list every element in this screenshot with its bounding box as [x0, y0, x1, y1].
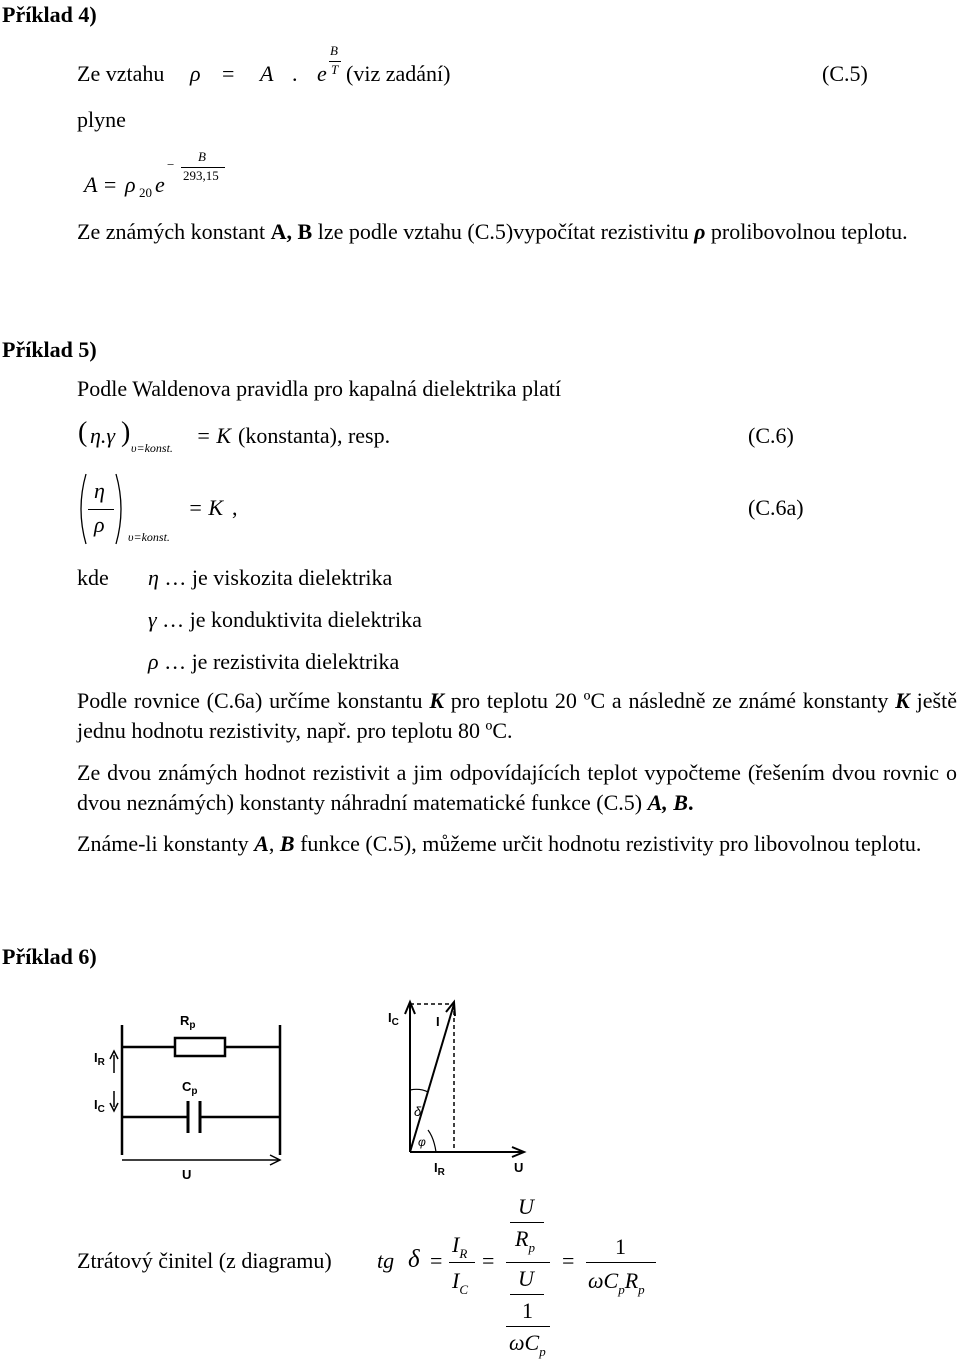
ex4-text-mid: lze podle vztahu (C.5)vypočítat rezistivitu — [312, 219, 695, 244]
frac2-num-u: U — [518, 1194, 534, 1219]
equation-ref-c5: (C.5) — [822, 61, 868, 86]
plyne-text: plyne — [77, 107, 126, 132]
def-eta-symbol: η — [148, 565, 159, 590]
eq1-konstanta-text: (konstanta), resp. — [238, 423, 391, 448]
frac3-den-r: R — [624, 1268, 639, 1293]
frac3-den-omegac: ωC — [588, 1268, 619, 1293]
p1-k1: K — [429, 688, 444, 713]
frac2-num-r: R — [515, 1226, 529, 1251]
def-rho-symbol: ρ — [148, 649, 159, 674]
eq2-denominator-rho: ρ — [94, 512, 105, 537]
constant-a: A — [260, 61, 274, 86]
circuit-label-u: U — [182, 1167, 192, 1182]
def-gamma-text: … je konduktivita dielektrika — [162, 607, 422, 632]
p3-a: A — [254, 831, 269, 856]
ex4-text-ab: A, B — [270, 219, 313, 244]
circuit-label-ic: $I_C$ — [94, 1097, 105, 1115]
eq2-numerator-eta: η — [94, 478, 105, 503]
frac3-num: 1 — [615, 1234, 626, 1259]
eta-gamma-product: η.γ — [90, 423, 116, 448]
example-5-heading: Příklad 5) — [2, 337, 97, 362]
equals-sign: = — [222, 61, 235, 86]
frac2-main-bar — [506, 1262, 550, 1263]
frac2-den-one: 1 — [522, 1298, 533, 1323]
ze-vztahu-text: Ze vztahu — [77, 61, 165, 86]
p2-ab: A, B — [647, 789, 688, 815]
phasor-label-i: I — [436, 1014, 440, 1029]
rho20-symbol: ρ — [125, 172, 136, 197]
example-4-heading: Příklad 4) — [2, 2, 97, 27]
eq-3: = — [562, 1248, 575, 1273]
frac1-num-i: I — [452, 1232, 460, 1257]
frac1-num-sub: R — [459, 1246, 468, 1261]
def-rho-text: … je rezistivita dielektrika — [164, 649, 400, 674]
ex4-text-rho: ρ — [694, 219, 706, 244]
ex4-text-pre: Ze známých konstant — [77, 219, 271, 244]
eq-2: = — [482, 1248, 495, 1273]
exp-denominator-293: 293,15 — [183, 168, 219, 183]
p3-b: B — [279, 831, 295, 856]
def-eta-text: … je viskozita dielektrika — [164, 565, 393, 590]
phasor-label-delta: δ — [414, 1104, 422, 1119]
eq2-subscript: υ=konst. — [128, 530, 170, 544]
circuit-label-cp: $C_p$ — [182, 1079, 198, 1097]
rho-symbol: ρ — [190, 61, 201, 86]
ex4-paragraph — [77, 218, 955, 247]
phasor-label-u: U — [514, 1160, 524, 1175]
kde-label: kde — [77, 565, 109, 590]
frac2-den-u: U — [518, 1266, 534, 1291]
eq2-comma: , — [232, 495, 238, 520]
dot-operator: . — [292, 61, 298, 86]
phasor-label-ir: $I_R$ — [434, 1160, 445, 1178]
exp-numerator-b2: B — [198, 149, 206, 164]
ex5-paragraph-3: Známe-li konstanty A, B funkce (C.5), můžeme určit hodnotu rezistivity pro libovolnou teplotu. — [77, 831, 922, 856]
circuit-diagram — [80, 1005, 330, 1185]
eq-1: = — [430, 1248, 443, 1273]
def-gamma-symbol: γ — [148, 607, 157, 632]
waldenova-intro: Podle Waldenova pravidla pro kapalná dielektrika platí — [77, 376, 562, 401]
frac1-bar — [449, 1262, 475, 1263]
eq2-rhs-k: = K — [188, 495, 224, 520]
ztratovy-label: Ztrátový činitel (z diagramu) — [77, 1248, 332, 1273]
equation-ref-c6: (C.6) — [748, 423, 794, 448]
ex4-text-post: prolibovolnou teplotu. — [705, 219, 908, 244]
frac2-den-omegac: ωC — [509, 1330, 540, 1355]
circuit-label-ir: $I_R$ — [94, 1050, 105, 1068]
tg-text: tg — [377, 1248, 395, 1273]
exp-e2: e — [155, 172, 165, 197]
frac3-bar — [586, 1262, 656, 1263]
equation-ref-c6a: (C.6a) — [748, 495, 804, 520]
exp-numerator-b: B — [330, 43, 338, 58]
ex5-paragraph-1: Podle rovnice (C.6a) určíme konstantu K pro teplotu 20 ºC a následně ze známé konstanty K ještě jednu hodnotu rezistivity, např. pro teplotu 80 ºC. — [77, 688, 957, 743]
phasor-label-ic: $I_C$ — [388, 1010, 399, 1028]
example-6-heading: Příklad 6) — [2, 944, 97, 969]
rho-subscript-20: 20 — [139, 185, 152, 200]
viz-zadani-text: (viz zadání) — [346, 61, 451, 86]
frac1-den-i: I — [452, 1268, 460, 1293]
circuit-label-rp: $R_p$ — [180, 1013, 196, 1031]
frac1-den-sub: C — [459, 1282, 468, 1297]
eq1-subscript: υ=konst. — [131, 441, 173, 455]
ex5-paragraph-2: Ze dvou známých hodnot rezistivit a jim odpovídajících teplot vypočteme (řešením dvou rovnic o dvou neznámých) konstanty náhradní matematické funkce (C.5) A, B. — [77, 760, 957, 815]
delta-symbol: δ — [408, 1246, 420, 1273]
phasor-label-phi: φ — [418, 1135, 426, 1149]
phasor-diagram — [372, 990, 552, 1190]
exp-denominator-t: T — [331, 62, 339, 77]
eq1-rhs-k: = K — [196, 423, 232, 448]
eq2-fraction-bar — [88, 509, 114, 510]
exp-minus: − — [167, 157, 175, 172]
a-equals: A = — [84, 172, 118, 197]
exp-e: e — [317, 61, 327, 86]
p1-k2: K — [895, 688, 910, 713]
